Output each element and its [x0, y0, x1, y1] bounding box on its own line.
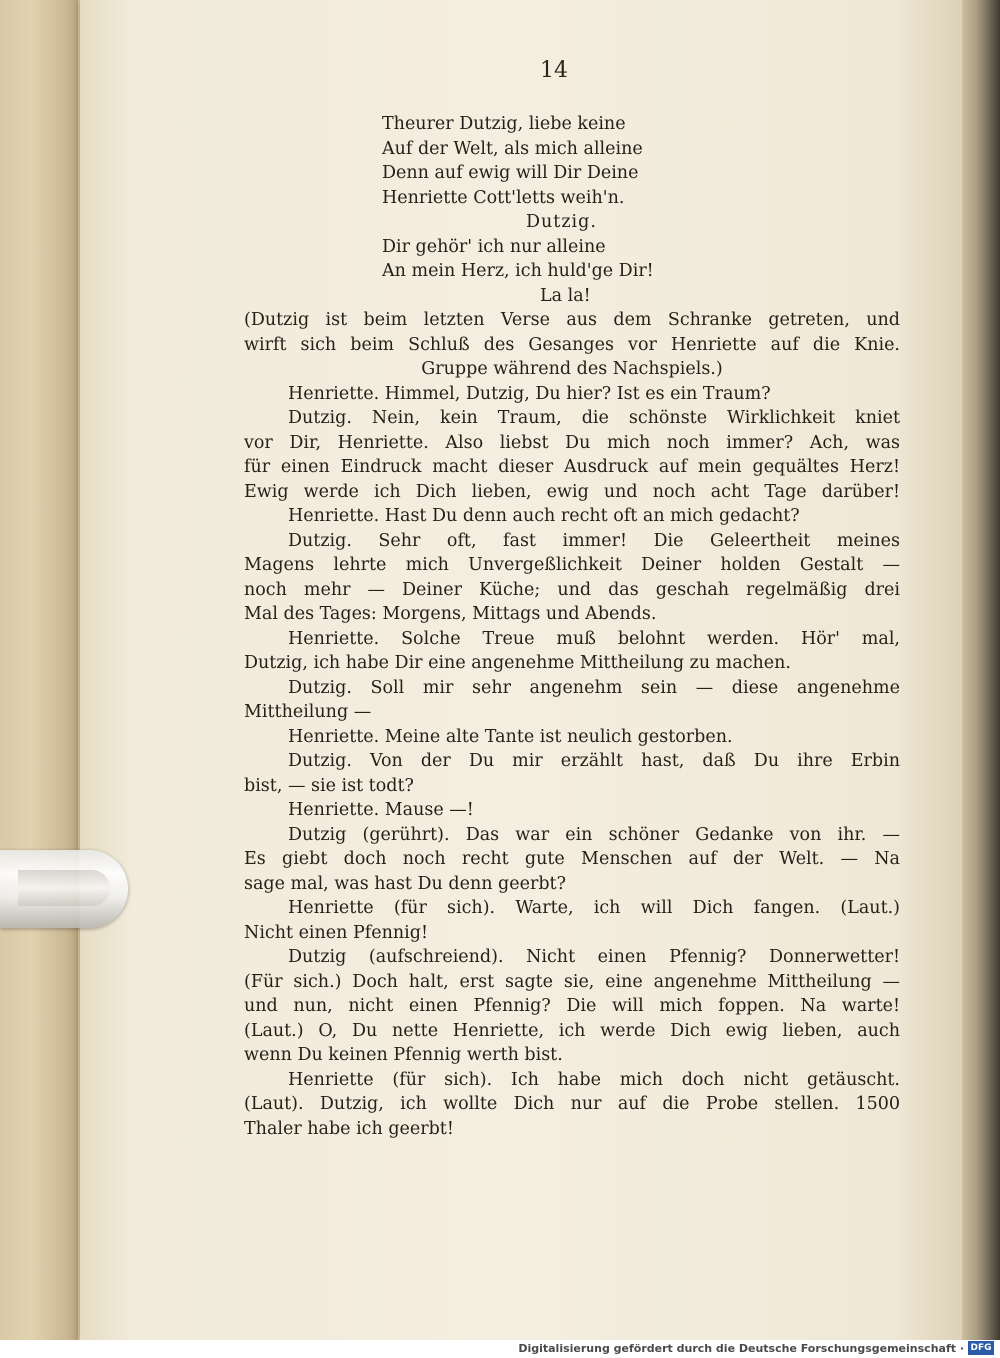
- dialogue-line: Henriette. Himmel, Dutzig, Du hier? Ist es ein Traum?: [288, 383, 771, 404]
- dialogue-line: Dutzig. Sehr oft, fast immer! Die Geleertheit meines: [288, 530, 900, 551]
- dialogue-line: Mittheilung —: [244, 702, 372, 722]
- verse-line: Henriette Cott'letts weih'n.: [382, 187, 625, 208]
- dialogue-line: Henriette. Meine alte Tante ist neulich gestorben.: [288, 726, 733, 747]
- verse-line: Auf der Welt, als mich alleine: [382, 138, 643, 159]
- dialogue-line: Ewig werde ich Dich lieben, ewig und noch acht Tage darüber!: [244, 481, 900, 502]
- dialogue-line: Dutzig (aufschreiend). Nicht einen Pfennig? Donnerwetter!: [288, 947, 900, 967]
- verse-line: Denn auf ewig will Dir Deine: [382, 163, 639, 183]
- page-clip: [0, 850, 128, 928]
- stage-direction-line: Gruppe während des Nachspiels.): [421, 359, 723, 379]
- dialogue-line: Mal des Tages: Morgens, Mittags und Abends.: [244, 604, 657, 624]
- page-text: [244, 112, 900, 1141]
- dialogue-line: (Laut). Dutzig, ich wollte Dich nur auf die Probe stellen. 1500: [244, 1094, 900, 1114]
- dialogue-line: und nun, nicht einen Pfennig? Die will mich foppen. Na warte!: [244, 996, 900, 1016]
- dialogue-line: (Für sich.) Doch halt, erst sagte sie, eine angenehme Mittheilung —: [244, 971, 900, 992]
- dialogue-line: Dutzig (gerührt). Das war ein schöner Gedanke von ihr. —: [288, 824, 900, 845]
- dialogue-line: Henriette. Mause —!: [288, 800, 474, 820]
- dialogue-line: Henriette (für sich). Ich habe mich doch nicht getäuscht.: [288, 1069, 900, 1090]
- dialogue-line: Es giebt doch noch recht gute Menschen auf der Welt. — Na: [244, 849, 900, 869]
- dialogue-line: für einen Eindruck macht dieser Ausdruck auf mein gequältes Herz!: [244, 457, 900, 477]
- verse-line: Theurer Dutzig, liebe keine: [382, 114, 626, 134]
- dialogue-line: (Laut.) O, Du nette Henriette, ich werde Dich ewig lieben, auch: [244, 1020, 900, 1041]
- footer-credit: Digitalisierung gefördert durch die Deutsche Forschungsgemeinschaft ·: [518, 1342, 964, 1355]
- page-clip-inner: [18, 870, 110, 906]
- stage-direction-line: (Dutzig ist beim letzten Verse aus dem Schranke getreten, und: [244, 310, 900, 330]
- dialogue-line: Magens lehrte mich Unvergeßlichkeit Deiner holden Gestalt —: [244, 555, 900, 575]
- stage-direction-line: wirft sich beim Schluß des Gesanges vor Henriette auf die Knie.: [244, 334, 900, 355]
- book-right-edge: [962, 0, 1000, 1340]
- dialogue-line: Dutzig, ich habe Dir eine angenehme Mittheilung zu machen.: [244, 653, 791, 673]
- verse-line: Dir gehör' ich nur alleine: [382, 236, 606, 257]
- book-cover-edge: [0, 0, 78, 1340]
- dialogue-line: Dutzig. Soll mir sehr angenehm sein — diese angenehme: [288, 677, 900, 698]
- page-number: 14: [540, 58, 568, 83]
- verse-line: An mein Herz, ich huld'ge Dir!: [382, 261, 654, 281]
- speaker-heading: Dutzig.: [526, 212, 597, 232]
- dialogue-line: Henriette. Hast Du denn auch recht oft an mich gedacht?: [288, 506, 800, 526]
- dialogue-line: noch mehr — Deiner Küche; und das geschah regelmäßig drei: [244, 579, 900, 600]
- dialogue-line: Henriette. Solche Treue muß belohnt werden. Hör' mal,: [288, 628, 900, 649]
- dialogue-line: Henriette (für sich). Warte, ich will Dich fangen. (Laut.): [288, 898, 900, 918]
- footer-bar: [0, 1340, 1000, 1358]
- dialogue-line: wenn Du keinen Pfennig werth bist.: [244, 1045, 563, 1065]
- dialogue-line: bist, — sie ist todt?: [244, 775, 414, 796]
- dfg-logo: DFG: [968, 1341, 994, 1355]
- dialogue-line: vor Dir, Henriette. Also liebst Du mich noch immer? Ach, was: [244, 432, 900, 453]
- dialogue-line: Thaler habe ich geerbt!: [244, 1118, 454, 1139]
- dialogue-line: Dutzig. Nein, kein Traum, die schönste Wirklichkeit kniet: [288, 408, 900, 428]
- dialogue-line: Dutzig. Von der Du mir erzählt hast, daß Du ihre Erbin: [288, 751, 900, 771]
- dialogue-line: Nicht einen Pfennig!: [244, 922, 428, 943]
- dialogue-line: sage mal, was hast Du denn geerbt?: [244, 873, 566, 894]
- verse-line: La la!: [540, 285, 591, 306]
